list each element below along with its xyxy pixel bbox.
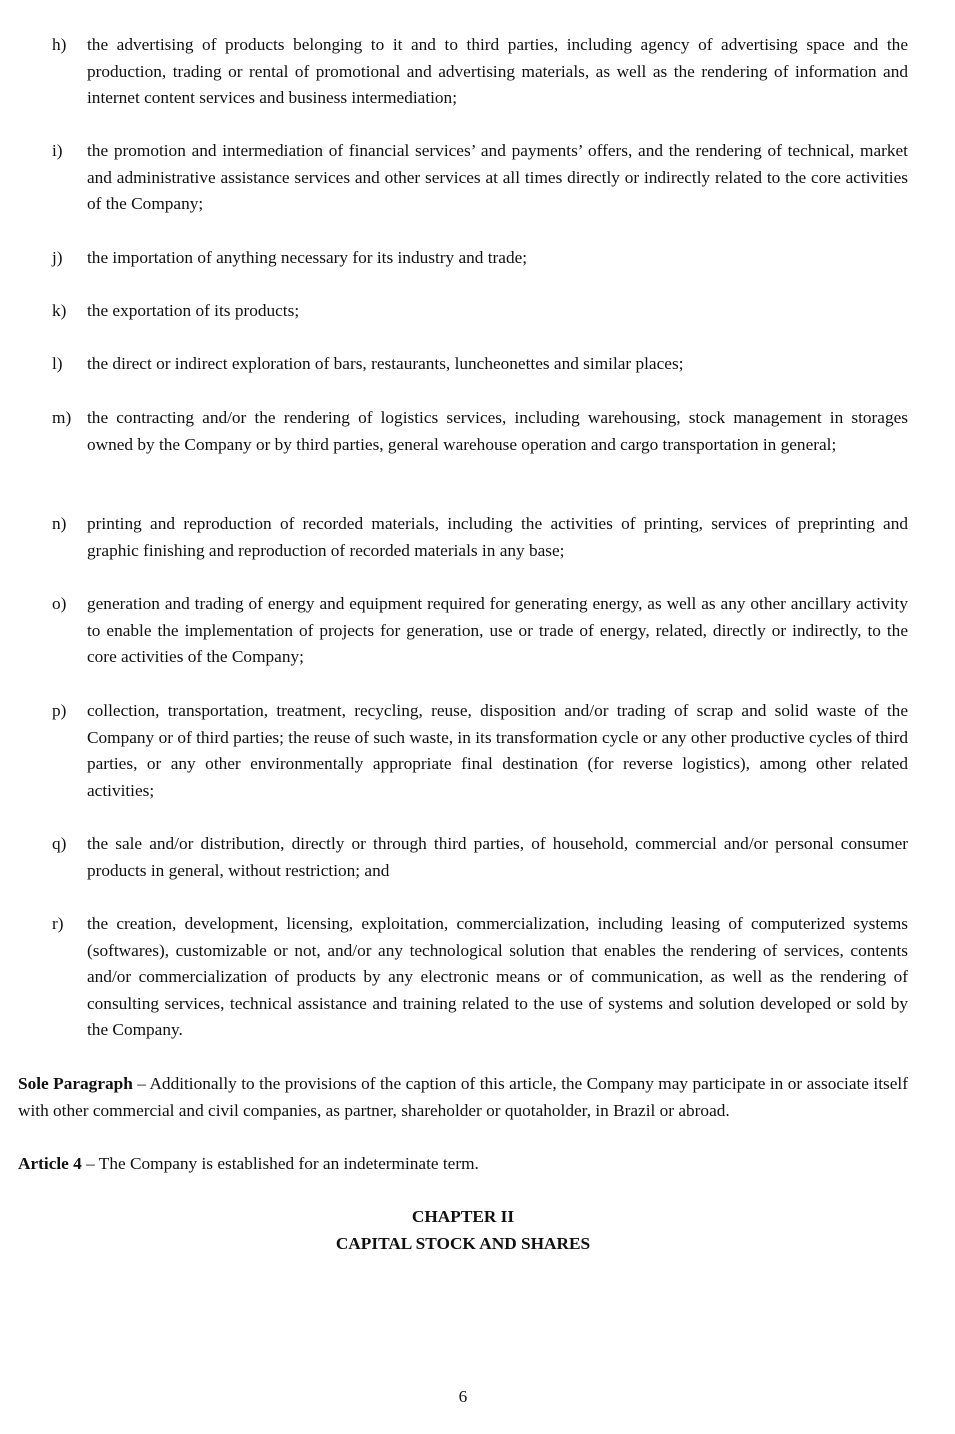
list-item-k (52, 298, 908, 325)
sole-paragraph-text: – Additionally to the provisions of the caption of this article, the Company may participate in or associate itself with other commercial and civil companies, as partner, shareholder or quotaholder, in Brazil or abroad. (18, 1074, 908, 1120)
item-text: the sale and/or distribution, directly or through third parties, of household, commercial and/or personal consumer products in general, without restriction; and (87, 834, 908, 880)
list-item-m (52, 405, 908, 458)
item-text: generation and trading of energy and equipment required for generating energy, as well as any other ancillary activity to enable the implementation of projects for generation, use or trade of energy, related, directly or indirectly, to the core activities of the Company; (87, 594, 908, 667)
list-item-h (52, 32, 908, 112)
list-item-o (52, 591, 908, 671)
article-4-text: – The Company is established for an indeterminate term. (81, 1154, 479, 1173)
item-text: the advertising of products belonging to it and to third parties, including agency of advertising space and the production, trading or rental of promotional and advertising materials, as well as the rendering of information and internet content services and business intermediation; (87, 35, 908, 108)
item-label: i) (52, 141, 63, 160)
item-text: the importation of anything necessary for its industry and trade; (87, 248, 528, 267)
item-label: h) (52, 35, 67, 54)
list-item-q (52, 831, 908, 884)
list-item-i (52, 138, 908, 218)
page-number: 6 (458, 1387, 468, 1406)
item-label: p) (52, 701, 67, 720)
item-text: the direct or indirect exploration of bars, restaurants, luncheonettes and similar places; (87, 354, 684, 373)
list-item-p (52, 698, 908, 804)
item-label: r) (52, 914, 64, 933)
item-label: k) (52, 301, 67, 320)
item-text: the creation, development, licensing, exploitation, commercialization, including leasing of computerized systems (softwares), customizable or not, and/or any technological solution that enables the rendering of services, contents and/or commercialization of products by any electronic means or of communication, as well as the rendering of consulting services, technical assistance and training related to the use of systems and solution developed or sold by the Company. (87, 914, 908, 1040)
item-label: q) (52, 834, 67, 853)
item-label: j) (52, 248, 63, 267)
item-label: o) (52, 594, 67, 613)
sole-paragraph-heading: Sole Paragraph (18, 1074, 133, 1093)
list-item-j (52, 245, 908, 272)
article-4-heading: Article 4 (18, 1154, 82, 1173)
item-text: the promotion and intermediation of financial services’ and payments’ offers, and the rendering of technical, market and administrative assistance services and other services at all times directly or indirectly related to the core activities of the Company; (87, 141, 908, 214)
list-item-n (52, 511, 908, 564)
item-text: collection, transportation, treatment, recycling, reuse, disposition and/or trading of scrap and solid waste of the Company or of third parties; the reuse of such waste, in its transformation cycle or any other productive cycles of third parties, or any other environmentally appropriate final destination (for reverse logistics), among other related activities; (87, 701, 908, 800)
chapter-number: CHAPTER II (411, 1207, 515, 1226)
item-text: the contracting and/or the rendering of logistics services, including warehousing, stock management in storages owned by the Company or by third parties, general warehouse operation and cargo transportation in general; (87, 408, 908, 454)
item-label: n) (52, 514, 67, 533)
item-label: l) (52, 354, 63, 373)
list-item-r (52, 911, 908, 1044)
list-item-l (52, 351, 908, 378)
item-label: m) (52, 408, 72, 427)
sole-paragraph (18, 1071, 908, 1124)
chapter-title: CAPITAL STOCK AND SHARES (335, 1234, 591, 1253)
item-text: the exportation of its products; (87, 301, 300, 320)
article-4 (18, 1151, 908, 1178)
item-text: printing and reproduction of recorded materials, including the activities of printing, services of preprinting and graphic finishing and reproduction of recorded materials in any base; (87, 514, 908, 560)
